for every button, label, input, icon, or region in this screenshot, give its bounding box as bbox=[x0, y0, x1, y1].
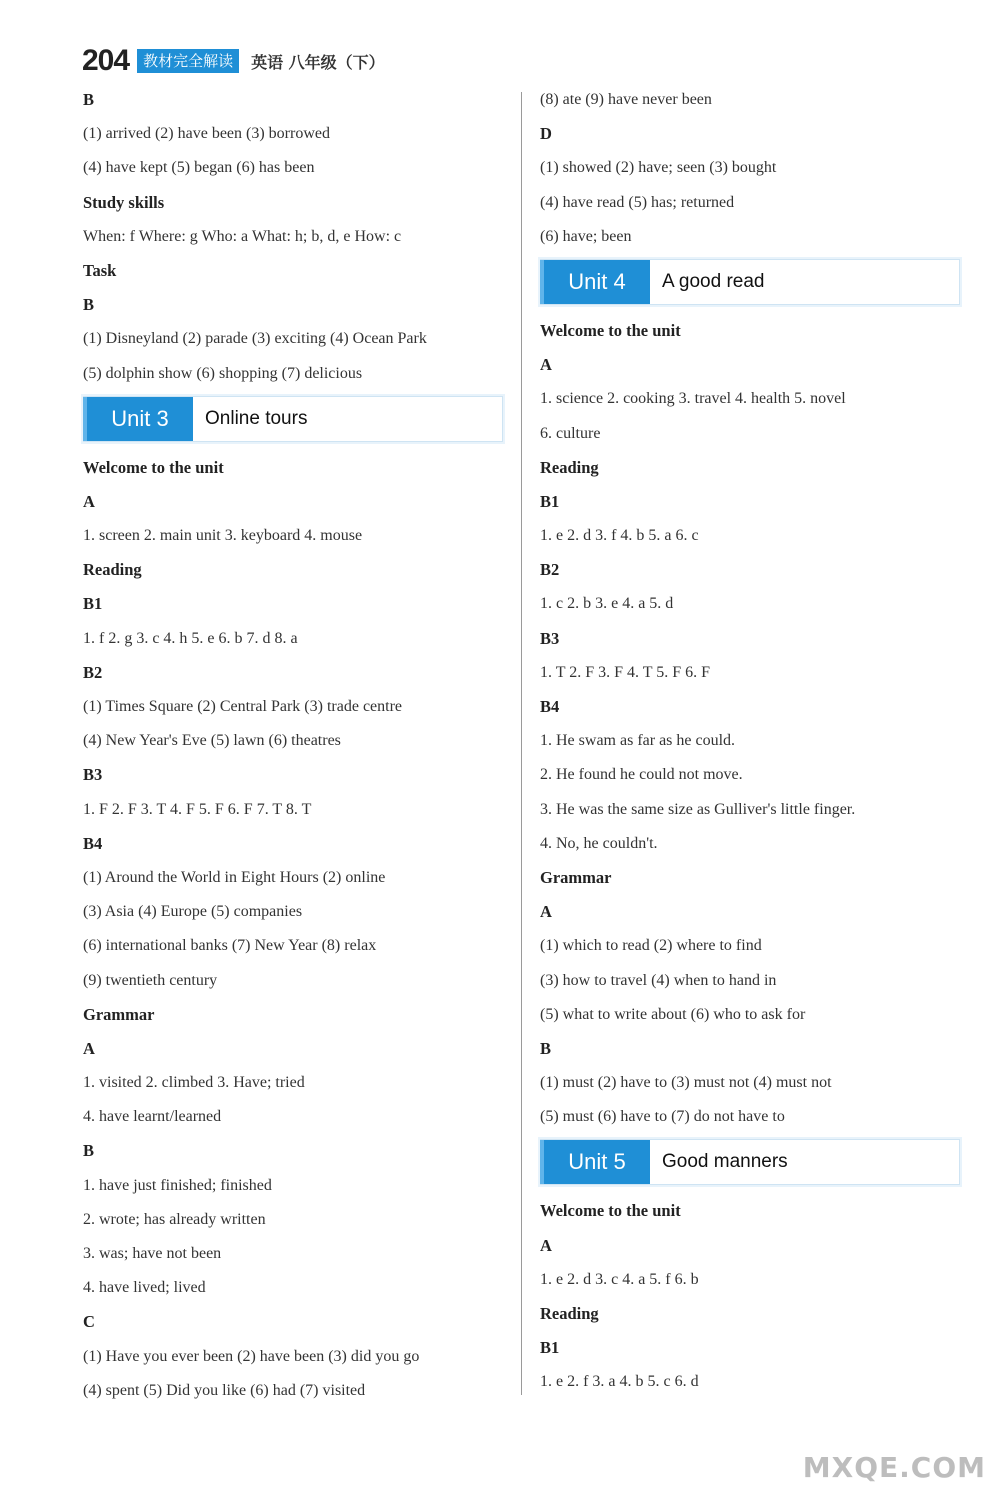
answer-line: 1. F 2. F 3. T 4. F 5. F 6. F 7. T 8. T bbox=[83, 800, 312, 818]
unit-tag: Unit 4 bbox=[540, 260, 650, 304]
answer-line: 1. He swam as far as he could. bbox=[540, 732, 736, 750]
answer-line: (6) international banks (7) New Year (8) relax bbox=[83, 937, 377, 955]
left-column bbox=[83, 86, 508, 1411]
section-heading: Grammar bbox=[83, 1004, 155, 1024]
right-column bbox=[540, 86, 965, 1403]
answer-line: 3. He was the same size as Gulliver's little finger. bbox=[540, 800, 856, 818]
answer-line: (4) have kept (5) began (6) has been bbox=[83, 159, 315, 177]
answer-line: 2. wrote; has already written bbox=[83, 1210, 266, 1228]
answer-line: 1. f 2. g 3. c 4. h 5. e 6. b 7. d 8. a bbox=[83, 629, 298, 647]
answer-line: 1. screen 2. main unit 3. keyboard 4. mouse bbox=[83, 527, 363, 545]
answer-line: (1) Disneyland (2) parade (3) exciting (4) Ocean Park bbox=[83, 330, 427, 348]
answer-line: (8) ate (9) have never been bbox=[540, 91, 712, 108]
answer-line: 4. have learnt/learned bbox=[83, 1108, 222, 1126]
section-heading: B1 bbox=[540, 1338, 560, 1358]
answer-line: (3) how to travel (4) when to hand in bbox=[540, 971, 777, 989]
section-heading: B4 bbox=[83, 833, 103, 853]
unit-tag: Unit 3 bbox=[83, 397, 193, 441]
unit-title: A good read bbox=[662, 270, 765, 292]
answer-line: (1) showed (2) have; seen (3) bought bbox=[540, 159, 777, 177]
answer-line: 1. science 2. cooking 3. travel 4. health 5. novel bbox=[540, 390, 846, 408]
answer-line: (1) arrived (2) have been (3) borrowed bbox=[83, 125, 330, 143]
unit-tag: Unit 5 bbox=[540, 1140, 650, 1184]
section-heading: A bbox=[540, 1235, 552, 1255]
answer-line: 1. e 2. f 3. a 4. b 5. c 6. d bbox=[540, 1373, 699, 1391]
section-heading: B1 bbox=[540, 491, 560, 511]
answer-line: (5) dolphin show (6) shopping (7) delicious bbox=[83, 364, 363, 382]
answer-line: (1) Times Square (2) Central Park (3) trade centre bbox=[83, 698, 403, 715]
section-heading: Task bbox=[83, 260, 117, 280]
section-heading: C bbox=[83, 1312, 95, 1332]
section-heading: B2 bbox=[540, 560, 560, 580]
section-heading: Welcome to the unit bbox=[540, 1201, 681, 1221]
answer-line: (1) Have you ever been (2) have been (3) did you go bbox=[83, 1347, 420, 1365]
answer-line: (4) have read (5) has; returned bbox=[540, 193, 735, 211]
answer-line: (6) have; been bbox=[540, 227, 632, 245]
page-number: 204 bbox=[82, 44, 130, 77]
section-heading: A bbox=[83, 491, 95, 511]
answer-line: 1. T 2. F 3. F 4. T 5. F 6. F bbox=[540, 663, 710, 681]
answer-line: (4) New Year's Eve (5) lawn (6) theatres bbox=[83, 732, 341, 750]
answer-line: 2. He found he could not move. bbox=[540, 766, 743, 784]
answer-line: (5) what to write about (6) who to ask for bbox=[540, 1005, 806, 1023]
section-heading: B bbox=[83, 90, 95, 109]
section-heading: B4 bbox=[540, 697, 560, 716]
book-title-badge: 教材完全解读 bbox=[137, 49, 239, 73]
answer-line: 1. e 2. d 3. c 4. a 5. f 6. b bbox=[540, 1270, 699, 1288]
book-subject: 英语 八年级（下） bbox=[251, 52, 385, 72]
section-heading: Welcome to the unit bbox=[83, 457, 224, 477]
section-heading: B3 bbox=[540, 628, 560, 648]
answer-line: (1) which to read (2) where to find bbox=[540, 937, 762, 955]
answer-line: 4. No, he couldn't. bbox=[540, 834, 658, 852]
answer-line: (3) Asia (4) Europe (5) companies bbox=[83, 903, 303, 921]
watermark: MXQE.COM bbox=[802, 1451, 986, 1484]
section-heading: Study skills bbox=[83, 192, 165, 212]
answer-line: 1. c 2. b 3. e 4. a 5. d bbox=[540, 595, 674, 613]
section-heading: D bbox=[540, 124, 552, 144]
answer-line: (1) Around the World in Eight Hours (2) online bbox=[83, 868, 386, 886]
section-heading: A bbox=[540, 355, 552, 375]
section-heading: B3 bbox=[83, 765, 103, 785]
section-heading: A bbox=[83, 1038, 95, 1058]
section-heading: B bbox=[540, 1038, 552, 1058]
unit-banner bbox=[540, 1139, 960, 1185]
answer-line: (9) twentieth century bbox=[83, 971, 218, 989]
answer-line: (1) must (2) have to (3) must not (4) must not bbox=[540, 1074, 832, 1092]
section-heading: A bbox=[540, 902, 552, 922]
answer-line: 3. was; have not been bbox=[83, 1245, 222, 1262]
section-heading: Reading bbox=[540, 457, 599, 477]
section-heading: B bbox=[83, 295, 95, 315]
answer-line: (4) spent (5) Did you like (6) had (7) visited bbox=[83, 1381, 366, 1399]
answer-line: 1. visited 2. climbed 3. Have; tried bbox=[83, 1074, 305, 1092]
answer-line: 1. have just finished; finished bbox=[83, 1176, 272, 1194]
section-heading: B1 bbox=[83, 594, 103, 614]
answer-line: 1. e 2. d 3. f 4. b 5. a 6. c bbox=[540, 527, 699, 545]
unit-title: Online tours bbox=[205, 407, 308, 429]
page-header bbox=[82, 44, 385, 78]
section-heading: Grammar bbox=[540, 867, 612, 887]
answer-line: 4. have lived; lived bbox=[83, 1279, 206, 1297]
section-heading: B bbox=[83, 1141, 95, 1161]
unit-banner bbox=[83, 396, 503, 442]
section-heading: Welcome to the unit bbox=[540, 320, 681, 340]
section-heading: Reading bbox=[83, 560, 142, 580]
unit-title: Good manners bbox=[662, 1151, 788, 1173]
answer-line: (5) must (6) have to (7) do not have to bbox=[540, 1108, 785, 1126]
unit-banner bbox=[540, 259, 960, 305]
answer-line: When: f Where: g Who: a What: h; b, d, e How: c bbox=[83, 227, 402, 245]
section-heading: B2 bbox=[83, 662, 103, 682]
section-heading: Reading bbox=[540, 1304, 599, 1323]
answer-line: 6. culture bbox=[540, 424, 601, 442]
column-divider bbox=[521, 92, 522, 1395]
